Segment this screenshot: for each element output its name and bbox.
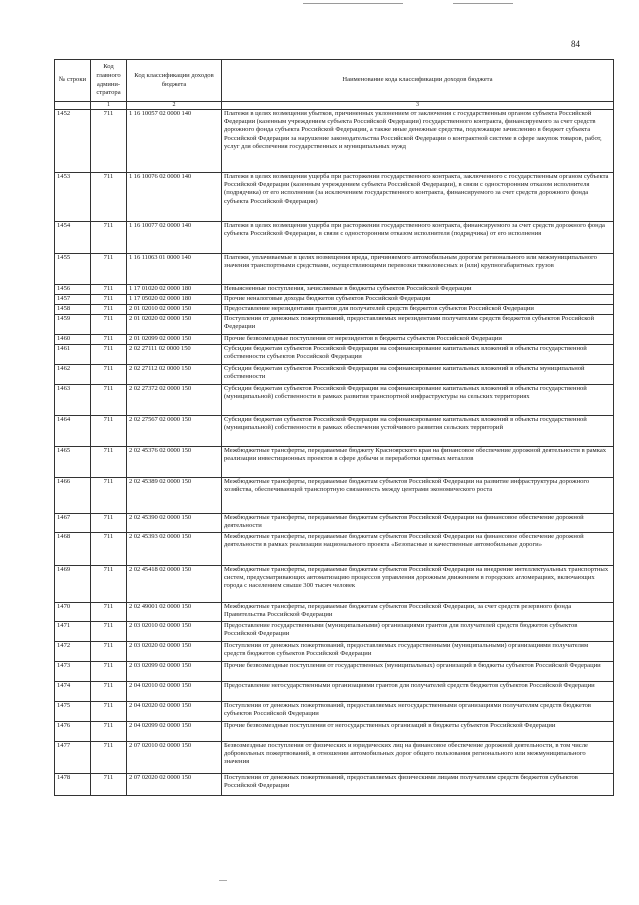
admin-code-cell: 711 [91, 315, 127, 335]
row-number-cell: 1472 [55, 642, 91, 662]
classification-code-cell: 2 02 45390 02 0000 150 [127, 514, 222, 533]
table-row [55, 478, 614, 514]
admin-code-cell: 711 [91, 222, 127, 254]
table-row [55, 622, 614, 642]
admin-code-cell: 711 [91, 335, 127, 345]
admin-code-cell: 711 [91, 566, 127, 603]
row-number-cell: 1453 [55, 173, 91, 222]
code-name-cell: Платежи в целях возмещения ущерба при расторжении государственного контракта, финансируемого за счет средств дорожного фонда субъекта Российской Федерации, в связи с односторонним отказом исполнителя (подрядчика) от его исполнения [222, 222, 614, 254]
table-row [55, 742, 614, 774]
admin-code-cell: 711 [91, 173, 127, 222]
code-name-cell: Межбюджетные трансферты, передаваемые бюджетам субъектов Российской Федерации на финансовое обеспечение дорожной деятельности в рамках реализации национального проекта «Безопасные и качественные автомобильные дороги» [222, 533, 614, 566]
code-name-cell: Межбюджетные трансферты, передаваемые бюджету Красноярского края на финансовое обеспечение дорожной деятельности в рамках реализации инвестиционных проектов в сфере добычи и переработки цветных металлов [222, 447, 614, 478]
classification-code-cell: 2 02 45376 02 0000 150 [127, 447, 222, 478]
classification-code-cell: 2 03 02020 02 0000 150 [127, 642, 222, 662]
admin-code-cell: 711 [91, 285, 127, 295]
row-number-cell: 1464 [55, 416, 91, 447]
column-header-classification-code: Код классификации доходов бюджета [127, 60, 222, 102]
table-header [55, 60, 614, 110]
classification-code-cell: 2 02 49001 02 0000 150 [127, 603, 222, 622]
admin-code-cell: 711 [91, 742, 127, 774]
table-row [55, 642, 614, 662]
table-row [55, 365, 614, 385]
row-number-cell: 1460 [55, 335, 91, 345]
column-header-code-name: Наименование кода классификации доходов бюджета [222, 60, 614, 102]
admin-code-cell: 711 [91, 533, 127, 566]
row-number-cell: 1456 [55, 285, 91, 295]
admin-code-cell: 711 [91, 702, 127, 722]
admin-code-cell: 711 [91, 385, 127, 416]
column-number-1 [55, 102, 91, 110]
table-row [55, 662, 614, 682]
classification-code-cell: 2 01 02099 02 0000 150 [127, 335, 222, 345]
table-row [55, 774, 614, 796]
row-number-cell: 1463 [55, 385, 91, 416]
code-name-cell: Невыясненные поступления, зачисляемые в бюджеты субъектов Российской Федерации [222, 285, 614, 295]
code-name-cell: Межбюджетные трансферты, передаваемые бюджетам субъектов Российской Федерации на финансовое обеспечение дорожной деятельности [222, 514, 614, 533]
code-name-cell: Прочие безвозмездные поступления от негосударственных организаций в бюджеты субъектов Российской Федерации [222, 722, 614, 742]
row-number-cell: 1478 [55, 774, 91, 796]
row-number-cell: 1452 [55, 110, 91, 173]
admin-code-cell: 711 [91, 662, 127, 682]
table-row [55, 722, 614, 742]
row-number-cell: 1455 [55, 254, 91, 285]
column-header-admin-code: Код главного админи-стратора [91, 60, 127, 102]
column-header-row-number: № строки [55, 60, 91, 102]
table-row [55, 285, 614, 295]
row-number-cell: 1473 [55, 662, 91, 682]
code-name-cell: Поступления от денежных пожертвований, предоставляемых нерезидентами получателям средств бюджетов субъектов Российской Федерации [222, 315, 614, 335]
row-number-cell: 1475 [55, 702, 91, 722]
table-row [55, 682, 614, 702]
scan-artifact-mark [219, 880, 227, 881]
table-row [55, 315, 614, 335]
code-name-cell: Поступления от денежных пожертвований, предоставляемых негосударственными организациями получателям средств бюджетов субъектов Российской Федерации [222, 702, 614, 722]
classification-code-cell: 1 16 10076 02 0000 140 [127, 173, 222, 222]
row-number-cell: 1466 [55, 478, 91, 514]
table-row [55, 702, 614, 722]
admin-code-cell: 711 [91, 416, 127, 447]
classification-code-cell: 1 17 01020 02 0000 180 [127, 285, 222, 295]
classification-code-cell: 2 02 45418 02 0000 150 [127, 566, 222, 603]
scan-artifact-line [453, 3, 513, 4]
admin-code-cell: 711 [91, 305, 127, 315]
code-name-cell: Безвозмездные поступления от физических и юридических лиц на финансовое обеспечение дорожной деятельности, в том числе добровольных пожертвований, в отношении автомобильных дорог общего пользования регионального или межмуниципального значения [222, 742, 614, 774]
classification-code-cell: 2 04 02020 02 0000 150 [127, 702, 222, 722]
code-name-cell: Предоставление государственными (муниципальными) организациями грантов для получателей средств бюджетов субъектов Российской Федерации [222, 622, 614, 642]
code-name-cell: Поступления от денежных пожертвований, предоставляемых государственными (муниципальными) организациями получателям средств бюджетов субъектов Российской Федерации [222, 642, 614, 662]
table-row [55, 345, 614, 365]
table-row [55, 416, 614, 447]
row-number-cell: 1471 [55, 622, 91, 642]
classification-code-cell: 2 02 27111 02 0000 150 [127, 345, 222, 365]
column-number-3: 3 [222, 102, 614, 110]
classification-code-cell: 2 07 02020 02 0000 150 [127, 774, 222, 796]
column-number-1: 1 [91, 102, 127, 110]
table-row [55, 295, 614, 305]
admin-code-cell: 711 [91, 603, 127, 622]
row-number-cell: 1461 [55, 345, 91, 365]
admin-code-cell: 711 [91, 365, 127, 385]
code-name-cell: Субсидии бюджетам субъектов Российской Федерации на софинансирование капитальных вложений в объекты государственной (муниципальной) собственности в рамках развития транспортной инфраструктуры на сельских территориях [222, 385, 614, 416]
code-name-cell: Прочие безвозмездные поступления от нерезидентов в бюджеты субъектов Российской Федерации [222, 335, 614, 345]
table-row [55, 566, 614, 603]
row-number-cell: 1474 [55, 682, 91, 702]
classification-code-cell: 2 07 02010 02 0000 150 [127, 742, 222, 774]
code-name-cell: Прочие безвозмездные поступления от государственных (муниципальных) организаций в бюджеты субъектов Российской Федерации [222, 662, 614, 682]
scan-artifact-line [303, 3, 403, 4]
admin-code-cell: 711 [91, 110, 127, 173]
admin-code-cell: 711 [91, 295, 127, 305]
code-name-cell: Предоставление негосударственными организациями грантов для получателей средств бюджетов субъектов Российской Федерации [222, 682, 614, 702]
classification-code-cell: 1 16 10057 02 0000 140 [127, 110, 222, 173]
code-name-cell: Субсидии бюджетам субъектов Российской Федерации на софинансирование капитальных вложений в объекты государственной собственности субъектов Российской Федерации [222, 345, 614, 365]
table-row [55, 603, 614, 622]
admin-code-cell: 711 [91, 447, 127, 478]
row-number-cell: 1462 [55, 365, 91, 385]
classification-code-cell: 1 16 10077 02 0000 140 [127, 222, 222, 254]
table-row [55, 305, 614, 315]
code-name-cell: Межбюджетные трансферты, передаваемые бюджетам субъектов Российской Федерации на развитие инфраструктуры дорожного хозяйства, обеспечивающей транспортную связанность между центрами экономического роста [222, 478, 614, 514]
admin-code-cell: 711 [91, 478, 127, 514]
code-name-cell: Межбюджетные трансферты, передаваемые бюджетам субъектов Российской Федерации на внедрение интеллектуальных транспортных систем, предусматривающих автоматизацию процессов управления дорожным движением в городских агломерациях, включающих города с населением свыше 300 тысяч человек [222, 566, 614, 603]
classification-code-cell: 2 03 02010 02 0000 150 [127, 622, 222, 642]
table-row [55, 533, 614, 566]
classification-code-cell: 2 01 02020 02 0000 150 [127, 315, 222, 335]
row-number-cell: 1477 [55, 742, 91, 774]
row-number-cell: 1458 [55, 305, 91, 315]
table-row [55, 447, 614, 478]
classification-code-cell: 2 02 27372 02 0000 150 [127, 385, 222, 416]
classification-code-cell: 2 03 02099 02 0000 150 [127, 662, 222, 682]
code-name-cell: Предоставление нерезидентами грантов для получателей средств бюджетов субъектов Российской Федерации [222, 305, 614, 315]
row-number-cell: 1454 [55, 222, 91, 254]
classification-code-cell: 1 17 05020 02 0000 180 [127, 295, 222, 305]
classification-code-cell: 2 02 45389 02 0000 150 [127, 478, 222, 514]
row-number-cell: 1459 [55, 315, 91, 335]
classification-code-cell: 2 02 45393 02 0000 150 [127, 533, 222, 566]
admin-code-cell: 711 [91, 514, 127, 533]
classification-code-cell: 1 16 11063 01 0000 140 [127, 254, 222, 285]
code-name-cell: Межбюджетные трансферты, передаваемые бюджетам субъектов Российской Федерации, за счет средств резервного фонда Правительства Российской Федерации [222, 603, 614, 622]
table-row [55, 254, 614, 285]
table-row [55, 173, 614, 222]
code-name-cell: Платежи в целях возмещения убытков, причиненных уклонением от заключения с государственным органом субъекта Российской Федерации (казенным учреждением субъекта Российской Федерации) государственного контракта, финансируемого за счет средств дорожного фонда субъекта Российской Федерации, а также иные денежные средства, подлежащие зачислению в бюджет субъекта Российской Федерации за нарушение законодательства Российской Федерации о контрактной системе в сфере закупок товаров, работ, услуг для обеспечения государственных и муниципальных нужд [222, 110, 614, 173]
row-number-cell: 1470 [55, 603, 91, 622]
admin-code-cell: 711 [91, 722, 127, 742]
code-name-cell: Поступления от денежных пожертвований, предоставляемых физическими лицами получателям средств бюджетов субъектов Российской Федерации [222, 774, 614, 796]
admin-code-cell: 711 [91, 254, 127, 285]
table-row [55, 335, 614, 345]
classification-code-cell: 2 01 02010 02 0000 150 [127, 305, 222, 315]
code-name-cell: Платежи, уплачиваемые в целях возмещения вреда, причиняемого автомобильным дорогам регионального или межмуниципального значения транспортными средствами, осуществляющими перевозки тяжеловесных и (или) крупногабаритных грузов [222, 254, 614, 285]
code-name-cell: Прочие неналоговые доходы бюджетов субъектов Российской Федерации [222, 295, 614, 305]
code-name-cell: Платежи в целях возмещения ущерба при расторжении государственного контракта, заключенного с государственным органом субъекта Российской Федерации (казенным учреждением субъекта Российской Федерации), в связи с односторонним отказом исполнителя (подрядчика) от его исполнения (за исключением государственного контракта, финансируемого за счет средств дорожного фонда субъекта Российской Федерации) [222, 173, 614, 222]
row-number-cell: 1465 [55, 447, 91, 478]
table-row [55, 110, 614, 173]
admin-code-cell: 711 [91, 622, 127, 642]
code-name-cell: Субсидии бюджетам субъектов Российской Федерации на софинансирование капитальных вложений в объекты государственной (муниципальной) собственности в рамках обеспечения устойчивого развития сельских территорий [222, 416, 614, 447]
row-number-cell: 1469 [55, 566, 91, 603]
revenue-code-table [54, 59, 614, 796]
table-row [55, 222, 614, 254]
classification-code-cell: 2 02 27112 02 0000 150 [127, 365, 222, 385]
admin-code-cell: 711 [91, 642, 127, 662]
classification-code-cell: 2 04 02099 02 0000 150 [127, 722, 222, 742]
row-number-cell: 1476 [55, 722, 91, 742]
page-number: 84 [571, 39, 580, 49]
row-number-cell: 1457 [55, 295, 91, 305]
admin-code-cell: 711 [91, 345, 127, 365]
row-number-cell: 1467 [55, 514, 91, 533]
admin-code-cell: 711 [91, 774, 127, 796]
table-row [55, 514, 614, 533]
table-body [55, 110, 614, 796]
table-row [55, 385, 614, 416]
admin-code-cell: 711 [91, 682, 127, 702]
classification-code-cell: 2 02 27567 02 0000 150 [127, 416, 222, 447]
column-number-2: 2 [127, 102, 222, 110]
code-name-cell: Субсидии бюджетам субъектов Российской Федерации на софинансирование капитальных вложений в объекты муниципальной собственности [222, 365, 614, 385]
classification-code-cell: 2 04 02010 02 0000 150 [127, 682, 222, 702]
row-number-cell: 1468 [55, 533, 91, 566]
